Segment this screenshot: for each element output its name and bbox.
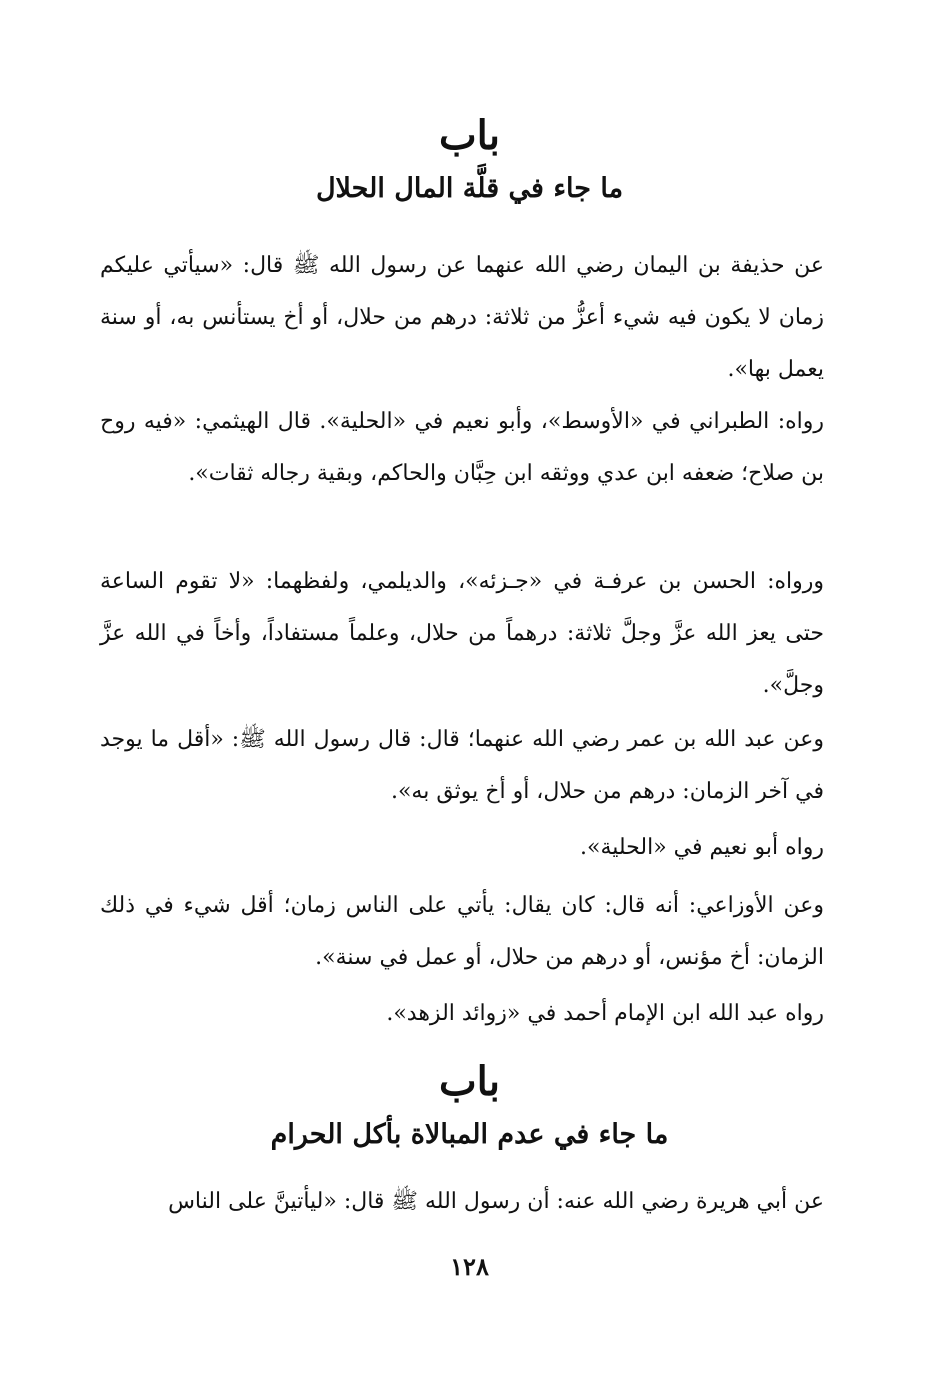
chapter-heading-bab-2: باب bbox=[439, 1058, 500, 1105]
paragraph-rawahu-tabarani: رواه: الطبراني في «الأوسط»، وأبو نعيم في «الحلية». قال الهيثمي: «فيه روح بن صلاح؛ ضعفه ابن عدي ووثقه ابن حِبَّان والحاكم، وبقية رجاله ثقات». bbox=[100, 409, 824, 486]
page-number: ١٢٨ bbox=[450, 1252, 489, 1281]
chapter-heading-bab: باب bbox=[439, 112, 500, 159]
paragraph-rawahu-abu-nuaym: رواه أبو نعيم في «الحلية». bbox=[580, 835, 824, 860]
paragraph-awzai: وعن الأوزاعي: أنه قال: كان يقال: يأتي على الناس زمان؛ أقل شيء في ذلك الزمان: أخ مؤنس، أو درهم من حلال، أو عمل في سنة». bbox=[100, 893, 824, 970]
chapter-title: ما جاء في قلَّة المال الحلال bbox=[315, 173, 624, 204]
paragraph-hadith-ibn-umar: وعن عبد الله بن عمر رضي الله عنهما؛ قال: قال رسول الله ﷺ: «أقل ما يوجد في آخر الزمان: درهم من حلال، أو أخ يوثق به». bbox=[100, 727, 824, 804]
paragraph-rawahu-abdullah: رواه عبد الله ابن الإمام أحمد في «زوائد الزهد». bbox=[386, 1001, 824, 1026]
chapter-title-2: ما جاء في عدم المبالاة بأكل الحرام bbox=[270, 1119, 669, 1150]
paragraph-rawahu-hasan: ورواه: الحسن بن عرفـة في «جـزئه»، والديلمي، ولفظهما: «لا تقوم الساعة حتى يعز الله عزَّ وجلَّ ثلاثة: درهماً من حلال، وعلماً مستفاداً، وأخاً في الله عزَّ وجلَّ». bbox=[100, 569, 824, 698]
paragraph-hadith-abu-hurayra: عن أبي هريرة رضي الله عنه: أن رسول الله ﷺ قال: «ليأتينَّ على الناس bbox=[168, 1189, 824, 1214]
paragraph-hadith-hudhayfa: عن حذيفة بن اليمان رضي الله عنهما عن رسول الله ﷺ قال: «سيأتي عليكم زمان لا يكون فيه شيء أعزُّ من ثلاثة: درهم من حلال، أو أخ يستأنس به، أو سنة يعمل بها». bbox=[100, 253, 824, 382]
